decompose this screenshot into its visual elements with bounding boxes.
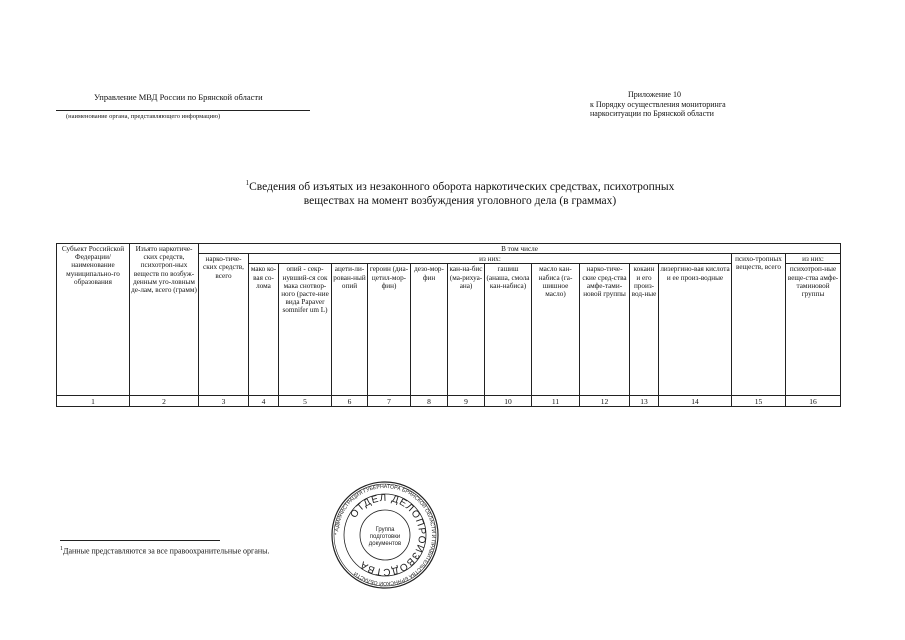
header-seized-total: Изъято наркотиче-ских средств, психотроп-ных веществ по возбуж-денным уго-ловным де-лам, всего (грамм) [130, 244, 199, 396]
header-cannabis-oil: масло кан-набиса (га-шишное масло) [532, 264, 580, 396]
header-psychotropic-total: психо-тропных веществ, всего [732, 254, 786, 396]
organization-underline [56, 110, 310, 111]
header-amphetamine-narcotics: нарко-тиче-ские сред-ства амфе-тами-новой группы [580, 264, 630, 396]
header-lysergic-acid: лизергино-вая кислота и ее произ-водные [659, 264, 732, 396]
stamp-inner-line3: документов [368, 541, 402, 547]
stamp-inner-line1: Группа [375, 527, 395, 533]
header-cannabis: кан-нa-бис (ма-рихуа-ана) [448, 264, 485, 396]
col-number: 16 [786, 396, 841, 407]
seizure-table [56, 243, 841, 407]
col-number: 8 [411, 396, 448, 407]
header-desomorphine: дезо-мор-фин [411, 264, 448, 396]
document-title [160, 176, 760, 208]
office-stamp-seal [330, 480, 440, 590]
footnote [60, 546, 270, 556]
col-number: 15 [732, 396, 786, 407]
header-acetylated-opium: ацети-ли-рован-ный опий [332, 264, 368, 396]
appendix-line2: к Порядку осуществления мониторинга [590, 99, 726, 109]
col-number: 12 [580, 396, 630, 407]
header-amphetamine-psychotropic: психотроп-ные веще-ства амфе-таминовой группы [786, 264, 841, 396]
appendix-number: Приложение 10 [628, 90, 681, 99]
appendix-line3: наркоситуации по Брянской области [590, 109, 714, 118]
col-number: 14 [659, 396, 732, 407]
header-heroin: героин (диа-цетил-мор-фин) [368, 264, 411, 396]
footnote-separator [60, 540, 220, 541]
header-poppy-straw: мако ко-вая со-лома [249, 264, 279, 396]
col-number: 3 [199, 396, 249, 407]
col-number: 10 [485, 396, 532, 407]
col-number: 4 [249, 396, 279, 407]
header-narcotic-total: нарко-тиче-ских средств, всего [199, 254, 249, 396]
col-number: 11 [532, 396, 580, 407]
col-number: 2 [130, 396, 199, 407]
col-number: 9 [448, 396, 485, 407]
col-number: 5 [279, 396, 332, 407]
organization-name: Управление МВД России по Брянской области [94, 92, 263, 102]
col-number: 1 [57, 396, 130, 407]
appendix-block [590, 90, 726, 119]
title-footnote-mark: 1 [245, 179, 250, 187]
stamp-outer-text: * АДМИНИСТРАЦИЯ ГУБЕРНАТОРА БРЯНСКОЙ ОБЛАСТИ И ПРАВИТЕЛЬСТВА БРЯНСКОЙ ОБЛАСТИ [333, 483, 437, 587]
header-subject: Субъект Российской Федерации/ наименование муниципально-го образования [57, 244, 130, 396]
title-line1: Сведения об изъятых из незаконного оборота наркотических средствах, психотропных [249, 180, 675, 193]
stamp-middle-text: ОТДЕЛ ДЕЛОПРОИЗВОДСТВА [348, 492, 428, 578]
col-number: 6 [332, 396, 368, 407]
header-hashish: гашиш (анаша, смола кан-набиса) [485, 264, 532, 396]
header-of-them-2: из них: [786, 254, 841, 264]
header-in-total: В том числе [199, 244, 841, 254]
footnote-text: Данные представляются за все правоохранительные органы. [63, 546, 270, 556]
col-number: 13 [630, 396, 659, 407]
col-number: 7 [368, 396, 411, 407]
footnote-mark: 1 [60, 546, 63, 552]
stamp-inner-line2: подготовки [369, 534, 401, 540]
organization-hint: (наименование органа, представляющего информацию) [66, 113, 221, 120]
header-opium: опий - секр-нувший-ся сок мака снотвор-ного (расте-ние вида Papaver somnifer um L) [279, 264, 332, 396]
header-cocaine: кокаин и его произ-вод-ные [630, 264, 659, 396]
title-line2: веществах на момент возбуждения уголовного дела (в граммах) [303, 194, 617, 207]
header-of-them: из них: [249, 254, 732, 264]
